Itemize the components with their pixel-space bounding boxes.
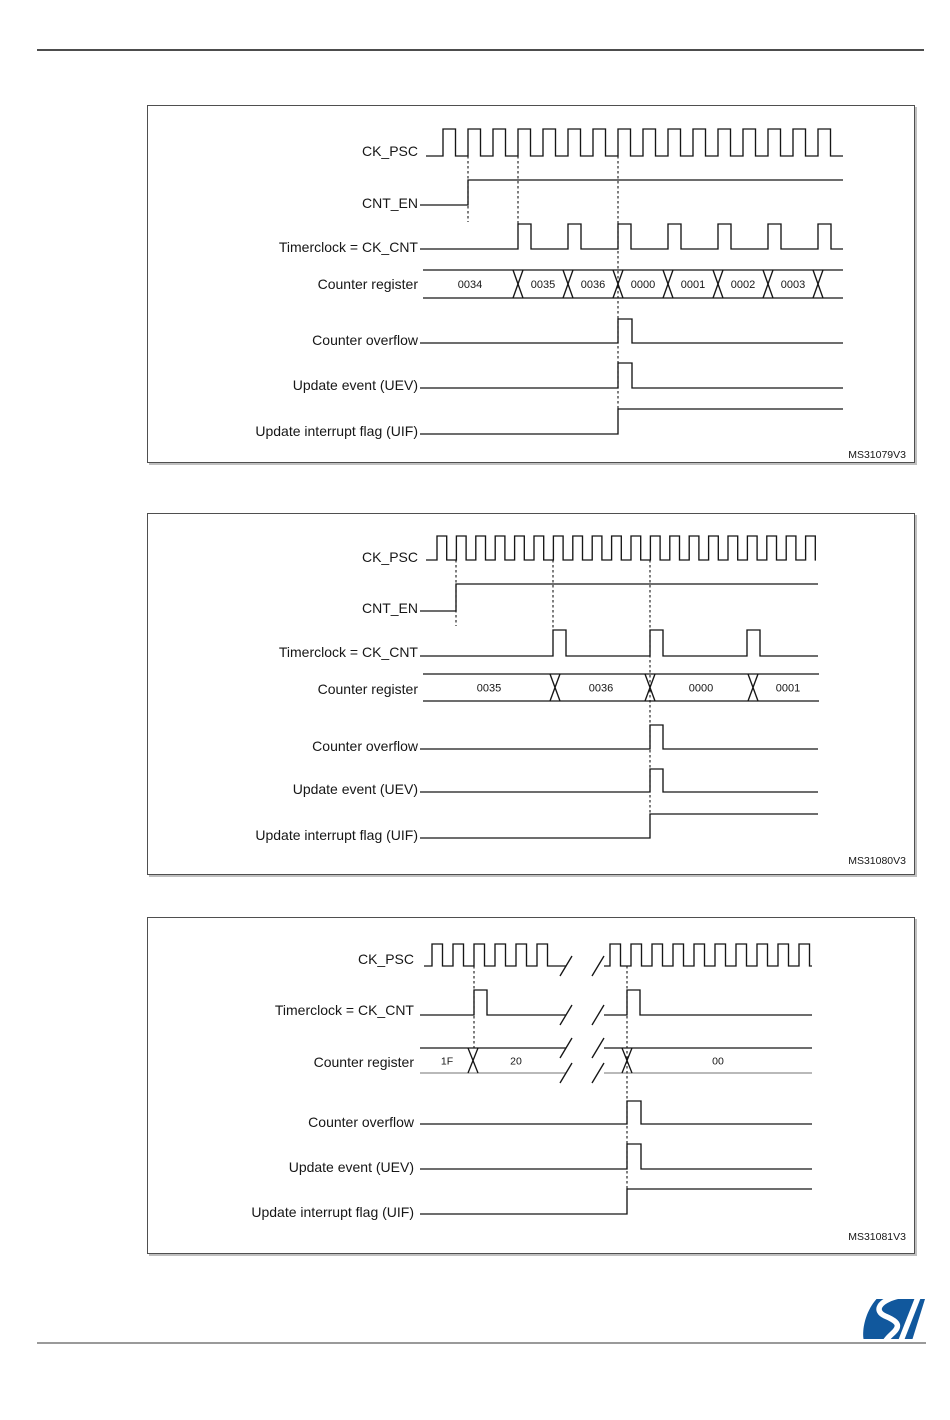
bus-value: 0034 bbox=[457, 279, 483, 291]
signal-label: Update event (UEV) bbox=[292, 377, 418, 393]
st-logo bbox=[862, 1298, 926, 1345]
waveform-canvas bbox=[148, 514, 914, 874]
bus-value: 0001 bbox=[775, 682, 801, 695]
figure-code: MS31079V3 bbox=[848, 449, 906, 461]
bus-value: 0036 bbox=[580, 279, 606, 291]
signal-label: Timerclock = CK_CNT bbox=[274, 1002, 414, 1018]
signal-label: Counter register bbox=[317, 276, 418, 292]
bus-value: 0035 bbox=[530, 279, 556, 291]
signal-label: Counter register bbox=[313, 1054, 414, 1070]
footer-rule bbox=[37, 1342, 926, 1344]
signal-label: Update event (UEV) bbox=[292, 781, 418, 797]
figure-code: MS31080V3 bbox=[848, 855, 906, 867]
bus-value: 0000 bbox=[688, 682, 714, 695]
timing-figure-ms31081v3 bbox=[147, 917, 915, 1254]
bus-value: 0003 bbox=[780, 279, 806, 291]
bus-value: 1F bbox=[440, 1055, 454, 1068]
signal-label: Counter overflow bbox=[308, 1114, 414, 1130]
signal-label: Update event (UEV) bbox=[288, 1159, 414, 1175]
signal-label: CNT_EN bbox=[361, 600, 418, 616]
signal-label: Timerclock = CK_CNT bbox=[278, 239, 418, 255]
bus-value: 20 bbox=[510, 1055, 522, 1068]
bus-value: 0002 bbox=[730, 279, 756, 291]
signal-label: Update interrupt flag (UIF) bbox=[255, 423, 418, 439]
timing-figure-ms31079v3 bbox=[147, 105, 915, 463]
waveform-canvas bbox=[148, 106, 914, 462]
bus-value: 0000 bbox=[630, 279, 656, 291]
signal-label: CK_PSC bbox=[357, 951, 414, 967]
signal-label: Update interrupt flag (UIF) bbox=[255, 827, 418, 843]
signal-label: Update interrupt flag (UIF) bbox=[251, 1204, 414, 1220]
waveform-canvas bbox=[148, 918, 914, 1253]
bus-value: 0035 bbox=[476, 682, 502, 695]
header-rule bbox=[37, 49, 924, 51]
signal-label: Timerclock = CK_CNT bbox=[278, 644, 418, 660]
signal-label: CK_PSC bbox=[361, 143, 418, 159]
bus-value: 00 bbox=[712, 1055, 724, 1068]
figure-code: MS31081V3 bbox=[848, 1231, 906, 1243]
timing-figure-ms31080v3 bbox=[147, 513, 915, 875]
bus-value: 0001 bbox=[680, 279, 706, 291]
signal-label: Counter overflow bbox=[312, 738, 418, 754]
signal-label: Counter overflow bbox=[312, 332, 418, 348]
signal-label: Counter register bbox=[317, 681, 418, 697]
st-logo-graphic bbox=[862, 1298, 926, 1340]
signal-label: CK_PSC bbox=[361, 549, 418, 565]
signal-label: CNT_EN bbox=[361, 195, 418, 211]
bus-value: 0036 bbox=[588, 682, 614, 695]
